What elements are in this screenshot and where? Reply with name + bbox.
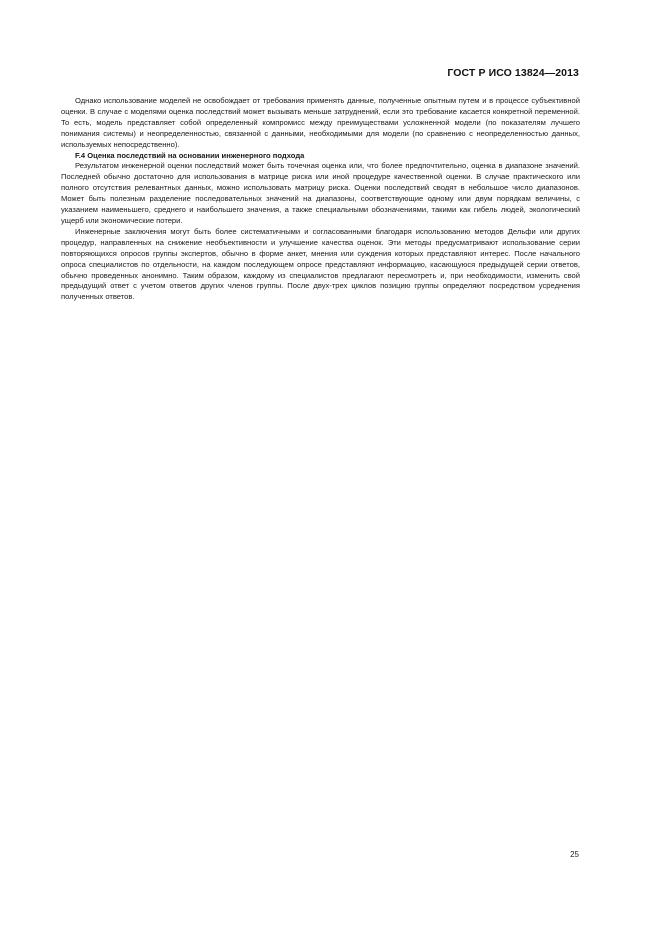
page-number: 25 — [570, 850, 579, 859]
body-paragraph-3: Инженерные заключения могут быть более систематичными и согласованными благодаря использованию методов Дельфи или других процедур, направленных на снижение необъективности и улучшение качества оценок. Эти методы предусматривают использование серии повторяющихся опросов группы экспертов, обычно в форме анкет, мнения или суждения которых представляют интерес. После начального опроса специалистов по отдельности, на каждом последующем опросе представляют информацию, касающуюся предыдущей серии ответов, обычно проведенных анонимно. Таким образом, каждому из специалистов предлагают пересмотреть и, при необходимости, изменить свой предыдущий ответ с учетом ответов других членов группы. После двух-трех циклов позицию группы определяют посредством усреднения полученных ответов. — [61, 226, 580, 302]
body-paragraph-2: Результатом инженерной оценки последствий может быть точечная оценка или, что более предпочтительно, оценка в диапазоне значений. Последней обычно достаточно для использования в матрице риска или иной процедуре качественной оценки. В случае практического или полного отсутствия релевантных данных, можно использовать матрицу риска. Оценки последствий сводят в небольшое число диапазонов. Может быть полезным разделение последовательных значений на диапазоны, соответствующие одному или двум порядкам величины, с указанием наименьшего, среднего и наибольшего значения, а также специальными обозначениями, такими как гибель людей, экологический ущерб или экономические потери. — [61, 161, 580, 225]
body-paragraph-1: Однако использование моделей не освобождает от требования применять данные, полученные опытным путем и в процессе субъективной оценки. В случае с моделями оценка последствий может вызывать меньше затруднений, если это требование касается конкретной переменной. То есть, модель представляет собой определенный компромисс между преимуществами усложненной модели (по показателям лучшего понимания системы) и неопределенностью, связанной с данными, необходимыми для модели (по сравнению с неопределенностью данных, используемых непосредственно). — [61, 96, 580, 149]
document-header-code: ГОСТ Р ИСО 13824—2013 — [447, 67, 579, 79]
document-body — [61, 96, 580, 303]
section-heading-f4: F.4 Оценка последствий на основании инженерного подхода — [75, 150, 305, 160]
